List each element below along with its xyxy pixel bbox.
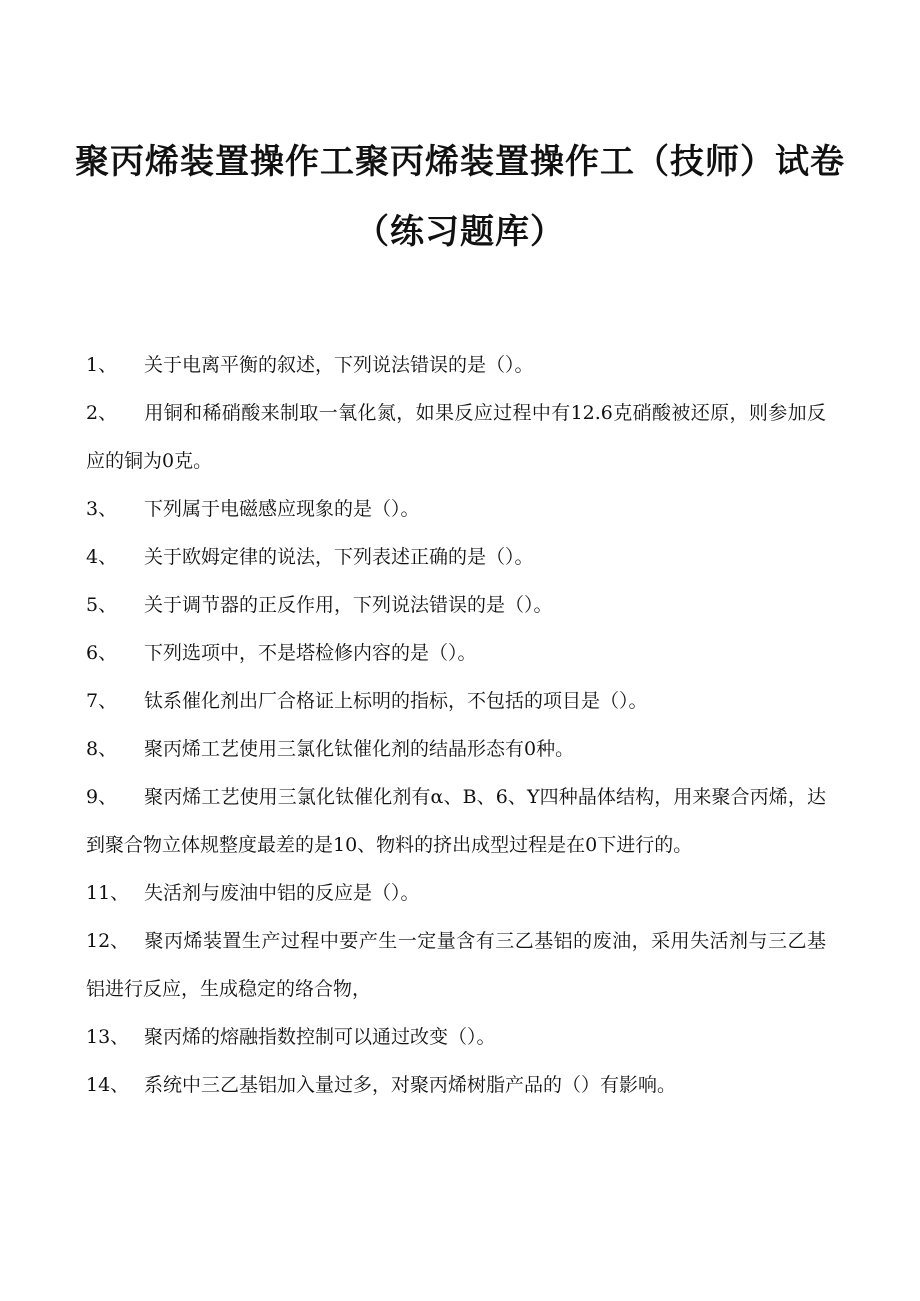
question-number: 8、 [86, 738, 118, 760]
question-number: 2、 [86, 402, 118, 424]
question-number: 13、 [86, 1026, 130, 1048]
question-number: 4、 [86, 546, 118, 568]
question-text: 下列属于电磁感应现象的是（）。 [144, 498, 420, 520]
question-item [86, 533, 826, 581]
question-text: 聚丙烯的熔融指数控制可以通过改变（）。 [144, 1026, 496, 1048]
question-text: 聚丙烯工艺使用三氯化钛催化剂有α、B、6、Y四种晶体结构，用来聚合丙烯，达到聚合物立体规整度最差的是10、物料的挤出成型过程是在0下进行的。 [86, 786, 826, 856]
question-item [86, 389, 826, 485]
question-number: 1、 [86, 354, 118, 376]
question-text: 聚丙烯工艺使用三氯化钛催化剂的结晶形态有0种。 [144, 738, 575, 760]
question-item [86, 725, 826, 773]
question-text: 关于欧姆定律的说法，下列表述正确的是（）。 [144, 546, 534, 568]
question-number: 3、 [86, 498, 118, 520]
question-item [86, 581, 826, 629]
question-item [86, 341, 826, 389]
question-item [86, 485, 826, 533]
question-item [86, 1013, 826, 1061]
question-text: 失活剂与废油中铝的反应是（）。 [144, 882, 420, 904]
question-number: 6、 [86, 642, 118, 664]
question-item [86, 1061, 826, 1109]
question-text: 关于电离平衡的叙述，下列说法错误的是（）。 [144, 354, 534, 376]
document-title: 聚丙烯装置操作工聚丙烯装置操作工（技师）试卷 [75, 142, 845, 182]
question-number: 5、 [86, 594, 118, 616]
question-number: 12、 [86, 930, 130, 952]
question-item [86, 869, 826, 917]
question-item [86, 677, 826, 725]
question-item [86, 629, 826, 677]
question-text: 下列选项中，不是塔检修内容的是（）。 [144, 642, 477, 664]
question-item [86, 773, 826, 869]
question-text: 系统中三乙基铝加入量过多，对聚丙烯树脂产品的（）有影响。 [144, 1074, 677, 1096]
question-text: 钛系催化剂出厂合格证上标明的指标，不包括的项目是（）。 [144, 690, 648, 712]
question-text: 聚丙烯装置生产过程中要产生一定量含有三乙基铝的废油，采用失活剂与三乙基铝进行反应，生成稳定的络合物， [86, 930, 826, 1000]
question-text: 用铜和稀硝酸来制取一氧化氮，如果反应过程中有12.6克硝酸被还原，则参加反应的铜为0克。 [86, 402, 826, 472]
document-subtitle: （练习题库） [355, 212, 565, 252]
question-text: 关于调节器的正反作用，下列说法错误的是（）。 [144, 594, 553, 616]
question-number: 9、 [86, 786, 118, 808]
question-item [86, 917, 826, 1013]
question-number: 14、 [86, 1074, 130, 1096]
question-list [86, 341, 826, 1109]
question-number: 7、 [86, 690, 118, 712]
question-number: 11、 [86, 882, 130, 904]
